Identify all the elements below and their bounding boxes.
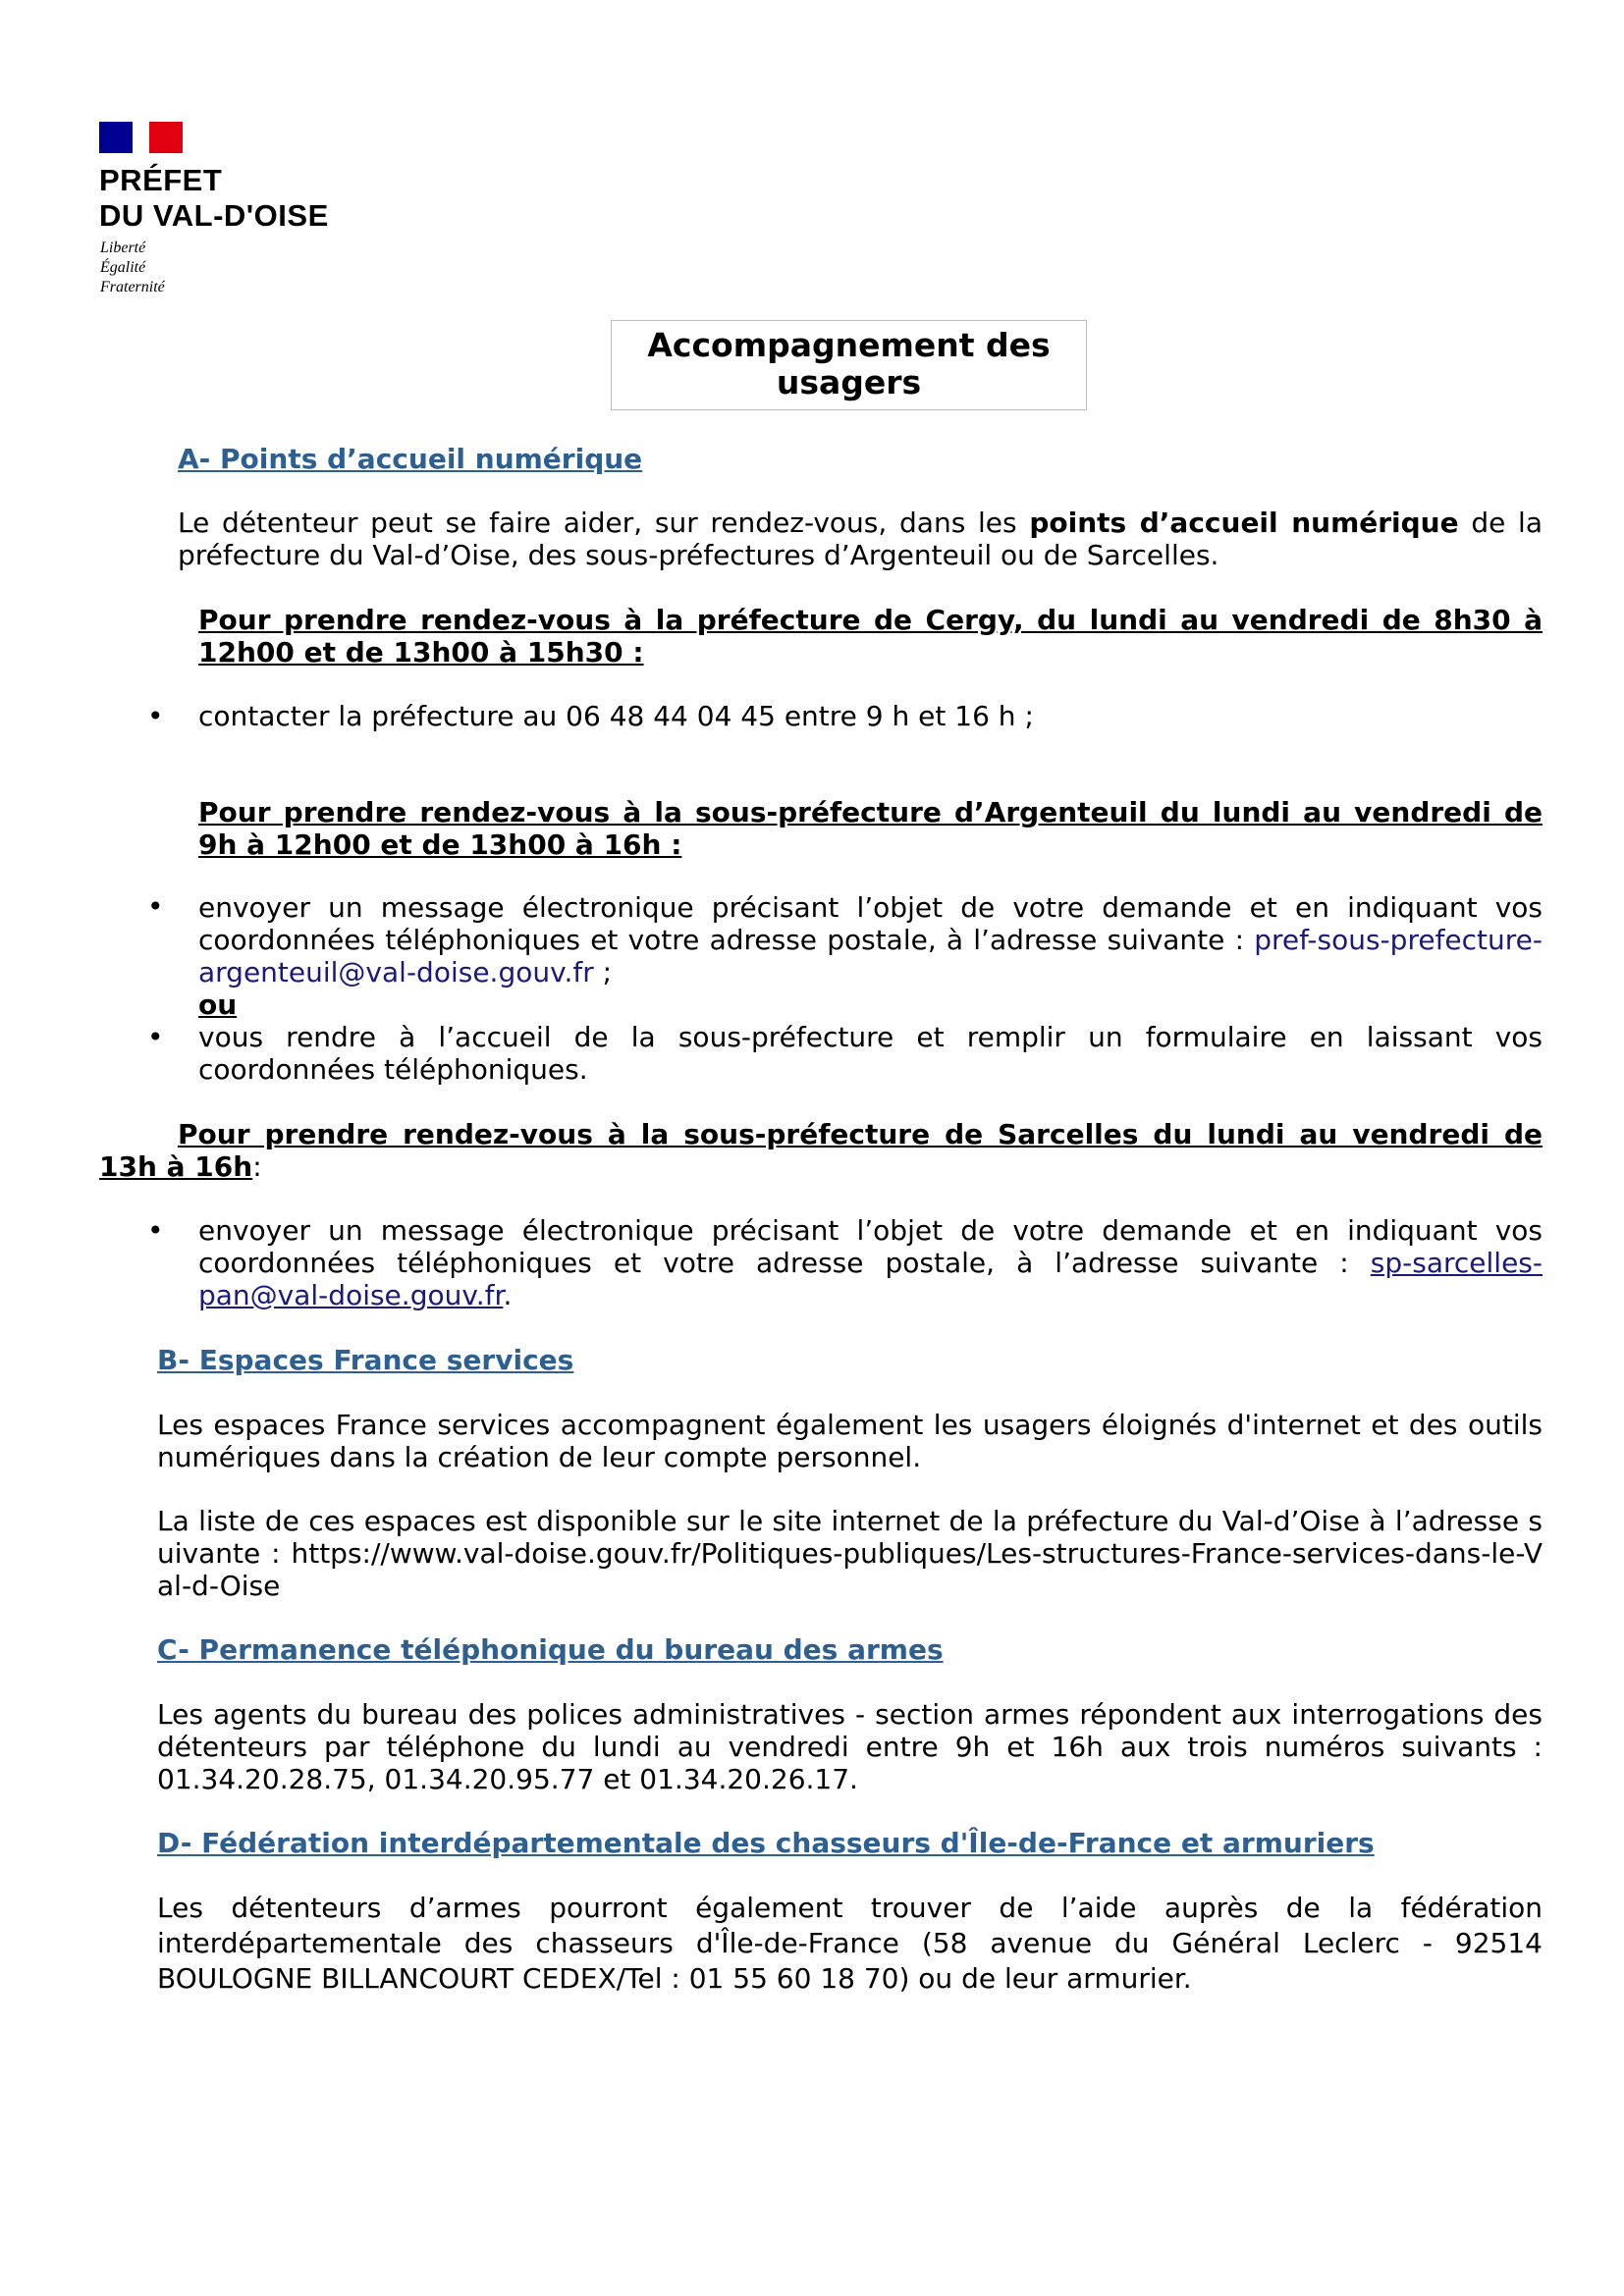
section-b-para1: Les espaces France services accompagnent également les usagers éloignés d'internet et des outils numériques dans la création de leur compte personnel. — [157, 1409, 1543, 1473]
section-b-heading: B- Espaces France services — [157, 1344, 574, 1376]
section-c-heading: C- Permanence téléphonique du bureau des armes — [157, 1633, 944, 1666]
sarcelles-bullet: envoyer un message électronique précisant l’objet de votre demande et en indiquant vos coordonnées téléphoniques et votre adresse postale, à l’adresse suivante : sp-sarcelles-pan@val-doise.gouv.fr. — [198, 1214, 1543, 1311]
section-c-para: Les agents du bureau des polices administratives - section armes répondent aux interrogations des détenteurs par téléphone du lundi au vendredi entre 9h et 16h aux trois numéros suivants : 01.34.20.28.75, 01.34.20.95.77 et 01.34.20.26.17. — [157, 1698, 1543, 1795]
sarcelles-heading: Pour prendre rendez-vous à la sous-préfecture de Sarcelles du lundi au vendredi de 13h à 16h: — [99, 1118, 1543, 1183]
sarcelles-email-link[interactable]: sp-sarcelles-pan@val-doise.gouv.fr — [198, 1247, 1543, 1311]
document-title: Accompagnement des usagers — [611, 320, 1087, 410]
or-label: ou — [198, 988, 238, 1021]
argenteuil-bullet-email: envoyer un message électronique précisant l’objet de votre demande et en indiquant vos coordonnées téléphoniques et votre adresse postale, à l’adresse suivante : pref-sous-prefecture-argenteuil@val-doise.gouv.fr ; — [198, 891, 1543, 988]
argenteuil-bullet-visit: vous rendre à l’accueil de la sous-préfecture et remplir un formulaire en laissant vos coordonnées téléphoniques. — [198, 1021, 1543, 1086]
cergy-heading: Pour prendre rendez-vous à la préfecture de Cergy, du lundi au vendredi de 8h30 à 12h00 et de 13h00 à 15h30 : — [198, 604, 1543, 668]
bullet-marker: • — [147, 890, 164, 923]
marianne-flag-logo — [99, 122, 183, 153]
section-b-para2: La liste de ces espaces est disponible sur le site internet de la préfecture du Val-d’Oise à l’adresse suivante : https://www.val-doise.gouv.fr/Politiques-publiques/Les-structures-France-services-dans-le-Val-d-Oise — [157, 1505, 1543, 1602]
argenteuil-email-link[interactable]: pref-sous-prefecture-argenteuil@val-doise.gouv.fr — [198, 924, 1543, 988]
bullet-marker: • — [147, 700, 164, 732]
prefet-logo-text: PRÉFET DU VAL-D'OISE — [99, 163, 329, 233]
section-a-intro: Le détenteur peut se faire aider, sur rendez-vous, dans les points d’accueil numérique de la préfecture du Val-d’Oise, des sous-préfectures d’Argenteuil ou de Sarcelles. — [178, 507, 1543, 571]
cergy-bullet: contacter la préfecture au 06 48 44 04 45 entre 9 h et 16 h ; — [198, 700, 1034, 732]
section-d-para: Les détenteurs d’armes pourront également trouver de l’aide auprès de la fédération interdépartementale des chasseurs d'Île-de-France (58 avenue du Général Leclerc - 92514 BOULOGNE BILLANCOURT CEDEX/Tel : 01 55 60 18 70) ou de leur armurier. — [157, 1892, 1543, 1995]
section-a-heading: A- Points d’accueil numérique — [178, 443, 643, 475]
republic-motto: Liberté Égalité Fraternité — [100, 240, 165, 295]
bullet-marker: • — [147, 1214, 164, 1247]
bullet-marker: • — [147, 1021, 164, 1053]
argenteuil-heading: Pour prendre rendez-vous à la sous-préfecture d’Argenteuil du lundi au vendredi de 9h à 12h00 et de 13h00 à 16h : — [198, 796, 1543, 861]
section-d-heading: D- Fédération interdépartementale des chasseurs d'Île-de-France et armuriers — [157, 1827, 1375, 1859]
